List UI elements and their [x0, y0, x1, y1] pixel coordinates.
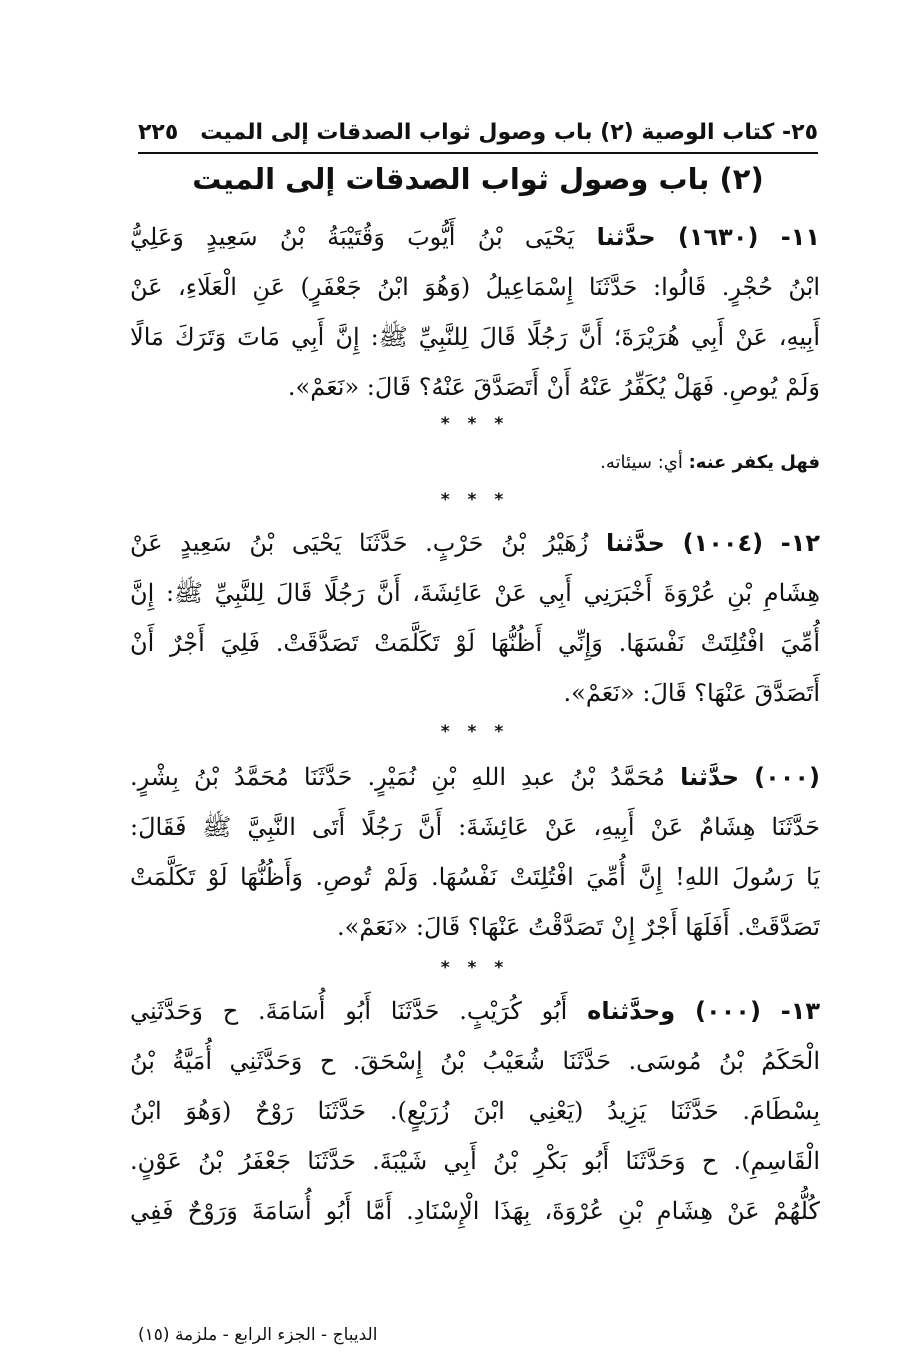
hadith-13-line-1 [130, 986, 820, 1036]
hadith-12 [130, 518, 820, 718]
page-header [138, 112, 818, 154]
hadith-12-line-4: أَتَصَدَّقَ عَنْهَا؟ قَالَ: «نَعَمْ». [563, 679, 820, 707]
running-title: ٢٥- كتاب الوصية (٢) باب وصول ثواب الصدقات إلى الميت [200, 119, 818, 145]
hadith-12b-line-3: يَا رَسُولَ اللهِ! إِنَّ أُمِّيَ افْتُلِتَتْ نَفْسُهَا. وَلَمْ تُوصِ. وَأَظُنُّهَا لَوْ تَكَلَّمَتْ [130, 863, 820, 891]
hadith-ref: (٠٠٠) [695, 997, 761, 1025]
section-separator: * * * [440, 490, 510, 510]
hadith-12b-line-2: حَدَّثَنَا هِشَامٌ عَنْ أَبِيهِ، عَنْ عَائِشَةَ: أَنَّ رَجُلًا أَتَى النَّبِيَّ ﷺ فَقَالَ: [130, 813, 820, 841]
hadith-12-line-1 [130, 518, 820, 568]
page-footer: الديباج - الجزء الرابع - ملزمة (١٥) [138, 1325, 378, 1345]
hadith-11-line-3: أَبِيهِ، عَنْ أَبِي هُرَيْرَةَ؛ أَنَّ رَجُلًا قَالَ لِلنَّبِيِّ ﷺ: إِنَّ أَبِي مَاتَ وَتَرَكَ مَالًا [130, 323, 820, 351]
commentary-note [130, 446, 820, 480]
hadith-lead: حدَّثنا [680, 763, 740, 791]
hadith-number: ١٢- [780, 529, 820, 557]
hadith-text: أَبُو كُرَيْبٍ. حَدَّثَنَا أَبُو أُسَامَةَ. ح وَحَدَّثَنِي [130, 997, 568, 1025]
hadith-number: ١٣- [780, 997, 820, 1025]
chapter-title: (٢) باب وصول ثواب الصدقات إلى الميت [192, 162, 764, 196]
hadith-12-line-2: هِشَامِ بْنِ عُرْوَةَ أَخْبَرَنِي أَبِي عَنْ عَائِشَةَ، أَنَّ رَجُلًا قَالَ لِلنَّبِيِّ ﷺ: إِنَّ [130, 579, 820, 607]
hadith-12-chain-2 [130, 752, 820, 952]
hadith-ref: (١٠٠٤) [682, 529, 764, 557]
hadith-11 [130, 212, 820, 412]
hadith-ref: (١٦٣٠) [677, 223, 759, 251]
hadith-13-line-2: الْحَكَمُ بْنُ مُوسَى. حَدَّثَنَا شُعَيْبُ بْنُ إِسْحَقَ. ح وَحَدَّثَنِي أُمَيَّةُ بْنُ [130, 1047, 820, 1075]
hadith-13-line-3: بِسْطَامَ. حَدَّثَنَا يَزِيدُ (يَعْنِي ابْنَ زُرَيْعٍ). حَدَّثَنَا رَوْحٌ (وَهُوَ ابْنُ [130, 1097, 820, 1125]
note-phrase: فهل يكفر عنه: [688, 452, 820, 473]
hadith-12b-line-1 [130, 752, 820, 802]
page-number: ٢٢٥ [138, 119, 179, 145]
section-separator: * * * [440, 958, 510, 978]
hadith-ref: (٠٠٠) [754, 763, 820, 791]
hadith-12b-line-4: تَصَدَّقَتْ. أَفَلَهَا أَجْرٌ إِنْ تَصَدَّقْتُ عَنْهَا؟ قَالَ: «نَعَمْ». [337, 913, 820, 941]
hadith-13-line-5: كُلُّهُمْ عَنْ هِشَامِ بْنِ عُرْوَةَ، بِهَذَا الْإِسْنَادِ. أَمَّا أَبُو أُسَامَةَ وَرَوْحٌ فَفِي [130, 1197, 820, 1225]
note-explanation: أي: سيئاته. [600, 452, 683, 473]
hadith-text: زُهَيْرُ بْنُ حَرْبٍ. حَدَّثَنَا يَحْيَى بْنُ سَعِيدٍ عَنْ [130, 529, 589, 557]
hadith-12-line-3: أُمِّيَ افْتُلِتَتْ نَفْسَهَا. وَإِنِّي أَظُنُّهَا لَوْ تَكَلَّمَتْ تَصَدَّقَتْ. فَلِيَ أَجْرٌ أَنْ [130, 629, 820, 657]
hadith-13-line-4: الْقَاسِمِ). ح وَحَدَّثَنَا أَبُو بَكْرِ بْنُ أَبِي شَيْبَةَ. حَدَّثَنَا جَعْفَرُ بْنُ عَوْنٍ. [130, 1147, 820, 1175]
hadith-lead: حدَّثنا [605, 529, 665, 557]
hadith-11-line-1 [130, 212, 820, 262]
section-separator: * * * [440, 722, 510, 742]
hadith-13 [130, 986, 820, 1236]
hadith-11-line-2: ابْنُ حُجْرٍ. قَالُوا: حَدَّثَنَا إِسْمَاعِيلُ (وَهُوَ ابْنُ جَعْفَرٍ) عَنِ الْعَلَاءِ، عَنْ [130, 273, 820, 301]
hadith-lead: حدَّثنا [596, 223, 656, 251]
hadith-lead: وحدَّثناه [587, 997, 676, 1025]
section-separator: * * * [440, 414, 510, 434]
hadith-number: ١١- [780, 223, 820, 251]
hadith-text: مُحَمَّدُ بْنُ عبدِ اللهِ بْنِ نُمَيْرٍ. حَدَّثَنَا مُحَمَّدُ بْنُ بِشْرٍ. [130, 763, 666, 791]
hadith-text: يَحْيَى بْنُ أَيُّوبَ وَقُتَيْبَةُ بْنُ سَعِيدٍ وَعَلِيُّ [130, 223, 575, 251]
hadith-11-line-4: وَلَمْ يُوصِ. فَهَلْ يُكَفِّرُ عَنْهُ أَنْ أَتَصَدَّقَ عَنْهُ؟ قَالَ: «نَعَمْ». [287, 373, 820, 401]
